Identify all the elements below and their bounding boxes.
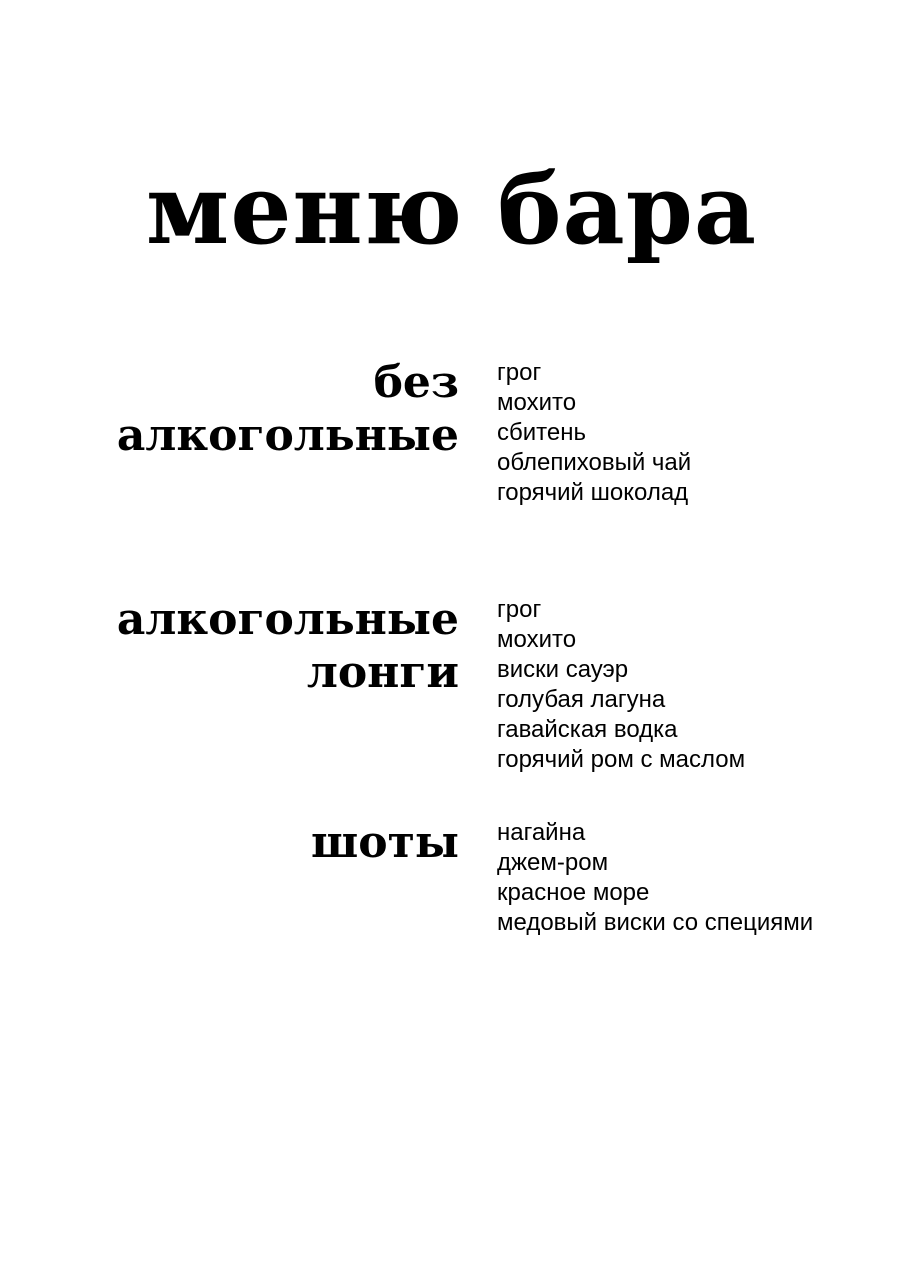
drink-item: мохито — [497, 626, 577, 653]
drink-list — [497, 595, 745, 775]
drink-item: облепиховый чай — [497, 449, 692, 476]
section-heading-line: лонги — [306, 647, 459, 698]
drink-item: виски сауэр — [497, 656, 629, 683]
drink-item: мохито — [497, 389, 577, 416]
drink-item: джем-ром — [497, 849, 609, 876]
section-heading-line: алкогольные — [116, 594, 459, 645]
drink-item: нагайна — [497, 819, 586, 846]
drink-item: грог — [497, 596, 542, 623]
section-heading-line: шоты — [310, 817, 459, 868]
drink-item: гавайская водка — [497, 716, 678, 743]
section-heading — [117, 356, 459, 462]
drink-item: голубая лагуна — [497, 686, 666, 713]
section-heading-line: без — [373, 357, 459, 408]
drink-list — [497, 358, 691, 508]
drink-item: медовый виски со специями — [497, 909, 814, 936]
drink-item: красное море — [497, 879, 650, 906]
section-heading — [117, 593, 459, 699]
section-heading — [311, 816, 459, 869]
drink-item: грог — [497, 359, 542, 386]
page-title: меню бара — [145, 153, 758, 266]
drink-item: горячий шоколад — [497, 479, 689, 506]
drink-list — [497, 818, 813, 938]
drink-item: горячий ром с маслом — [497, 746, 746, 773]
section-heading-line: алкогольные — [116, 410, 459, 461]
drink-item: сбитень — [497, 419, 586, 446]
